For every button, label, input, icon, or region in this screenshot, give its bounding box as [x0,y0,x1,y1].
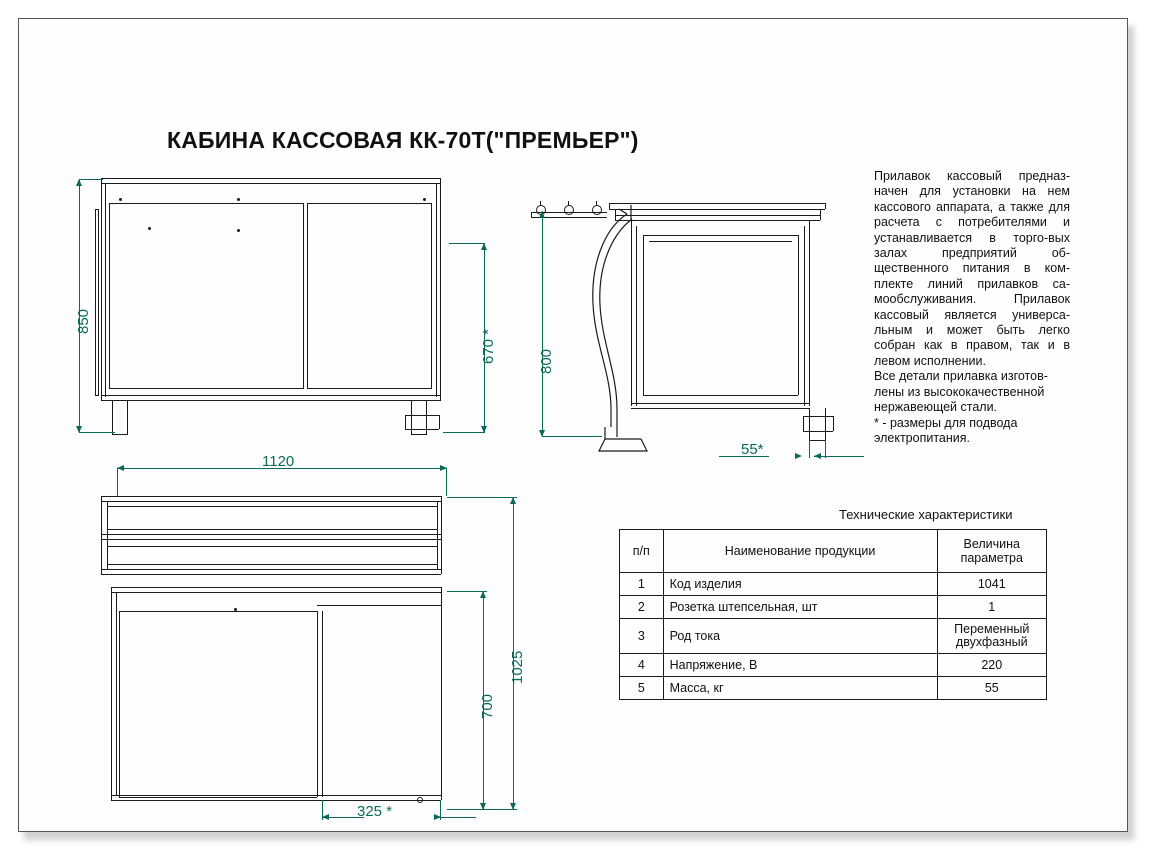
header-value-line-2: параметра [960,551,1023,565]
dimension-850: 850 [75,308,92,334]
dimension-670: 670 * [480,328,497,364]
description-paragraph-3: * - размеры для подвода электропитания. [874,415,1018,445]
table-row [620,619,1047,654]
row-name: Масса, кг [663,677,937,700]
row-num: 3 [620,619,664,654]
header-value [937,530,1046,573]
dimension-700: 700 [479,693,496,719]
description-paragraph-2: Все детали прилавка изготов-лены из высококачественной нержавеющей стали. [874,369,1048,415]
table-row [620,677,1047,700]
row-value [937,619,1046,654]
row-num: 1 [620,573,664,596]
row-num: 5 [620,677,664,700]
paper-background [18,18,1128,832]
row-num: 2 [620,596,664,619]
description-block [874,169,1070,446]
row-num: 4 [620,654,664,677]
dimension-800: 800 [538,348,555,374]
header-name: Наименование продукции [663,530,937,573]
dimension-1025: 1025 [509,650,526,684]
header-num: п/п [620,530,664,573]
row-name: Розетка штепсельная, шт [663,596,937,619]
table-row [620,596,1047,619]
row-value-line-2: двухфазный [955,635,1028,649]
table-header-row [620,530,1047,573]
dimension-55: 55* [741,441,764,458]
row-value: 1041 [937,573,1046,596]
spec-table [619,529,1047,700]
page-title: КАБИНА КАССОВАЯ КК-70Т("ПРЕМЬЕР") [167,127,639,153]
row-value-line-1: Переменный [954,622,1030,636]
row-value: 220 [937,654,1046,677]
row-name: Напряжение, В [663,654,937,677]
header-value-line-1: Величина [963,537,1021,551]
table-row [620,573,1047,596]
row-name: Род тока [663,619,937,654]
dimension-1120: 1120 [262,453,295,470]
row-value: 1 [937,596,1046,619]
dimension-325: 325 * [357,803,393,820]
row-value: 55 [937,677,1046,700]
description-paragraph-1: Прилавок кассовый предназ-начен для установки на нем кассового аппарата, а также для расчета с потребителями и устанавливается в торго-вых залах предприятий об-щественного питания в ком-плекте линий прилавков са-мообслуживания. Прилавок кассовый является универса-льным и может быть легко собран как в правом, так и в левом исполнении. [874,169,1070,368]
spec-table-caption: Технические характеристики [839,507,1013,522]
row-name: Код изделия [663,573,937,596]
table-row [620,654,1047,677]
